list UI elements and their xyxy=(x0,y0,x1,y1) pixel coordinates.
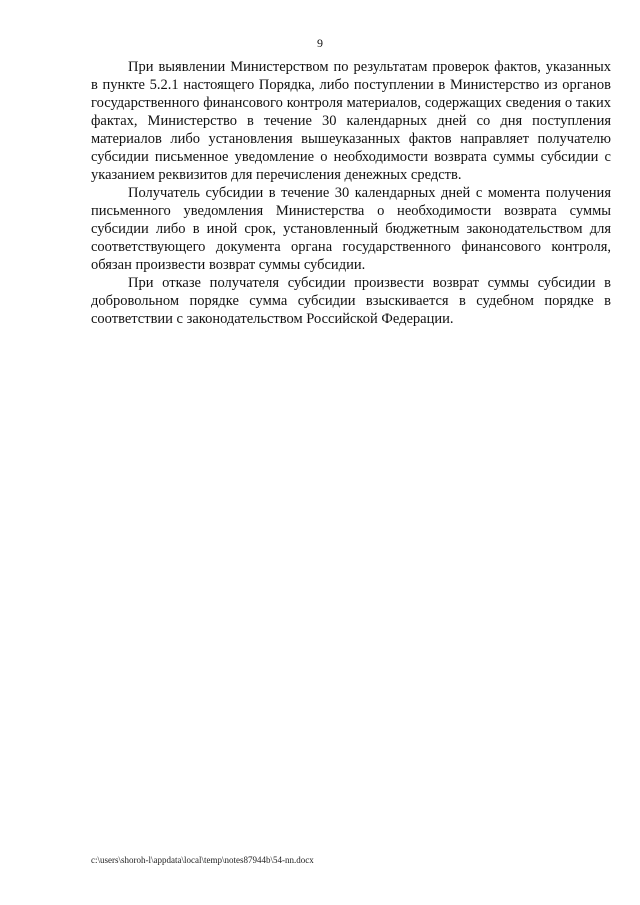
document-body xyxy=(91,58,611,328)
paragraph-refund-deadline: Получатель субсидии в течение 30 календарных дней с момента получения письменного уведомления Министерства о необходимости возврата суммы субсидии либо в иной срок, установленный бюджетным законодательством для соответствующего документа органа государственного финансового контроля, обязан произвести возврат суммы субсидии. xyxy=(91,185,611,273)
file-path-footer: c:\users\shoroh-l\appdata\local\temp\notes87944b\54-nn.docx xyxy=(91,855,314,865)
paragraph-refund-notice: При выявлении Министерством по результатам проверок фактов, указанных в пункте 5.2.1 настоящего Порядка, либо поступлении в Министерство из органов государственного финансового контроля материалов, содержащих сведения о таких фактах, Министерство в течение 30 календарных дней со дня поступления материалов либо установления вышеуказанных фактов направляет получателю субсидии письменное уведомление о необходимости возврата суммы субсидии с указанием реквизитов для перечисления денежных средств. xyxy=(91,59,611,183)
paragraph-court-recovery: При отказе получателя субсидии произвести возврат суммы субсидии в добровольном порядке сумма субсидии взыскивается в судебном порядке в соответствии с законодательством Российской Федерации. xyxy=(91,275,611,327)
page-number: 9 xyxy=(317,36,323,50)
